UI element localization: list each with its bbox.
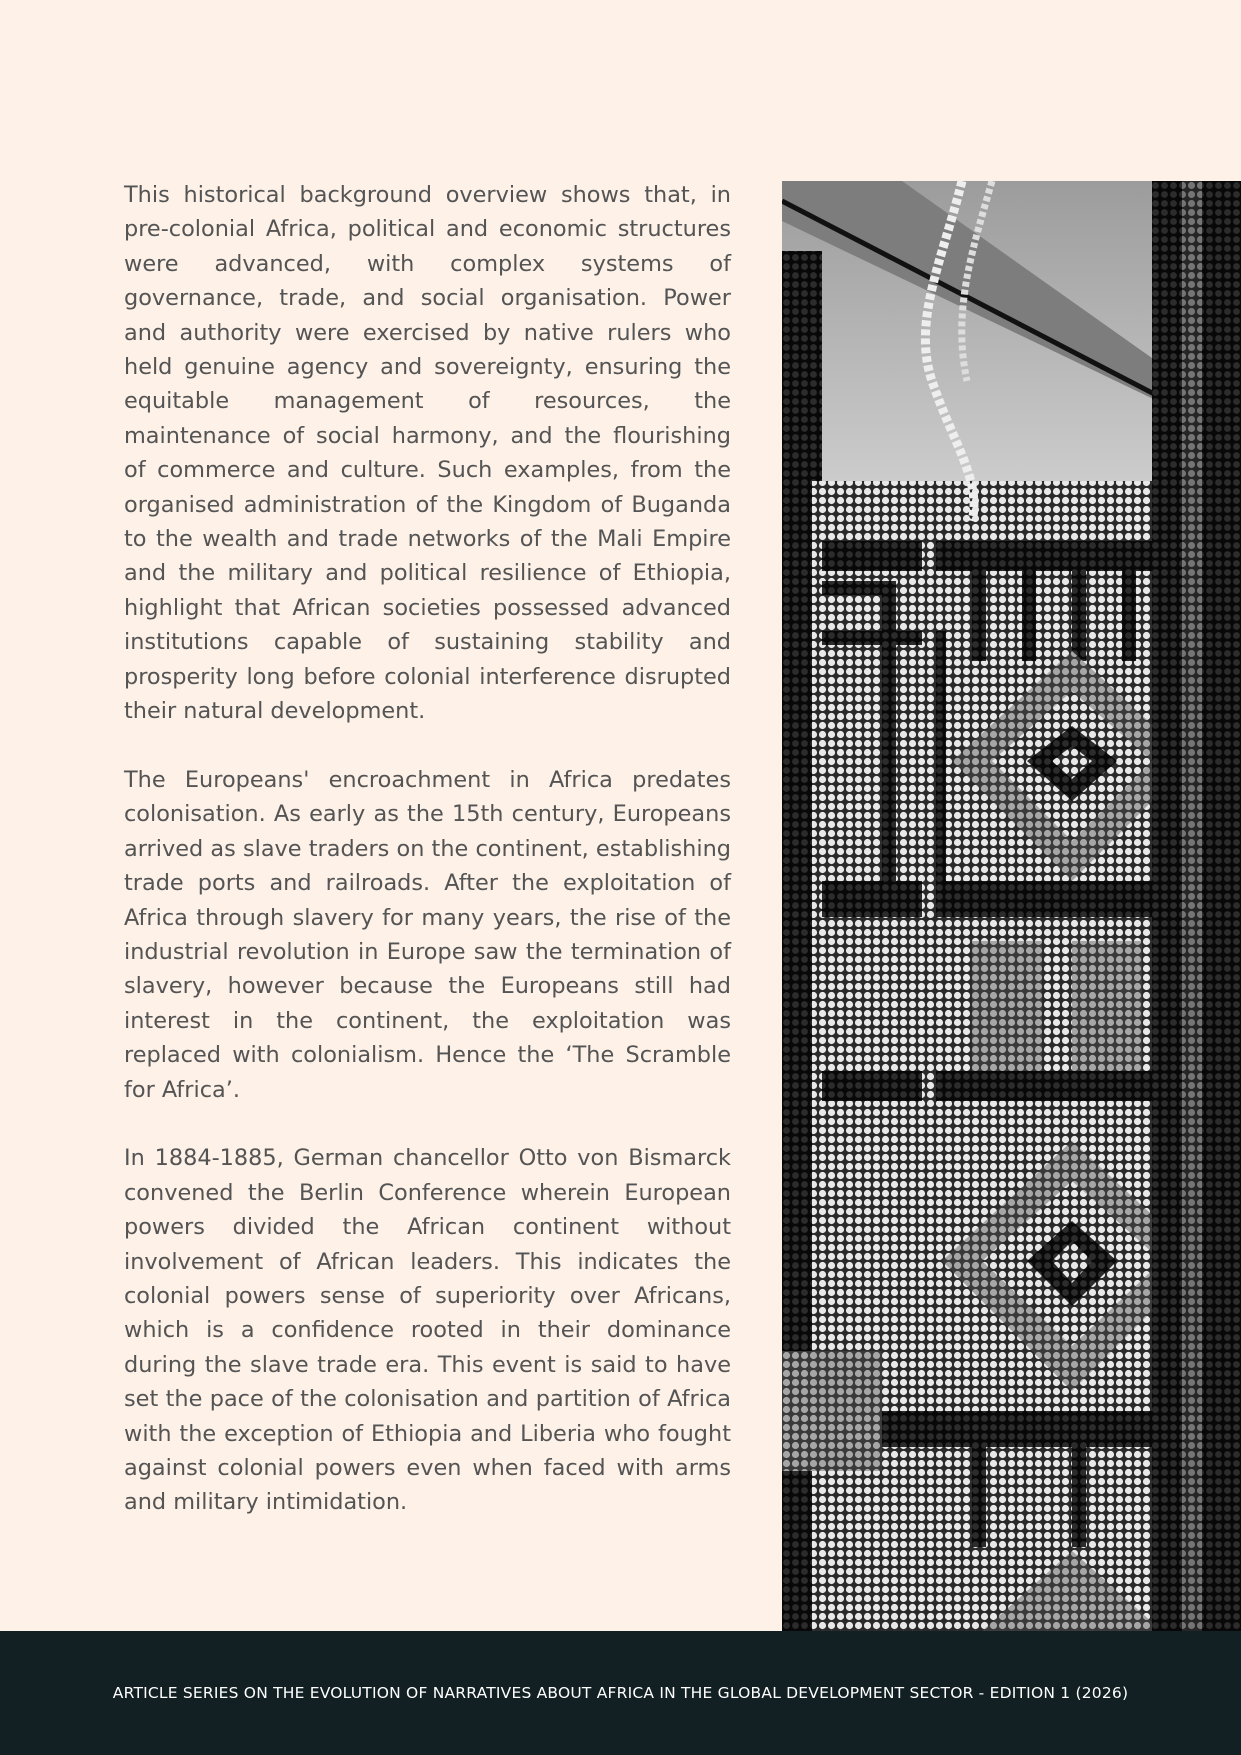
article-body <box>124 178 731 1554</box>
paragraph-encroachment: The Europeans' encroachment in Africa predates colonisation. As early as the 15th century, Europeans arrived as slave traders on the continent, establishing trade ports and railroads. After the exploitation of Africa through slavery for many years, the rise of the industrial revolution in Europe saw the termination of slavery, however because the Europeans still had interest in the continent, the exploitation was replaced with colonialism. Hence the ‘The Scramble for Africa’. <box>124 766 731 1103</box>
footer-series-title: ARTICLE SERIES ON THE EVOLUTION OF NARRATIVES ABOUT AFRICA IN THE GLOBAL DEVELOPMENT SECTOR - EDITION 1 (2026) <box>112 1684 1129 1702</box>
paragraph-berlin-conference: In 1884-1885, German chancellor Otto von Bismarck convened the Berlin Conference wherein European powers divided the African continent without involvement of African leaders. This indicates the colonial powers sense of superiority over Africans, which is a confidence rooted in their dominance during the slave trade era. This event is said to have set the pace of the colonisation and partition of Africa with the exception of Ethiopia and Liberia who fought against colonial powers even when faced with arms and military intimidation. <box>124 1145 731 1516</box>
footer-bar <box>0 1631 1241 1755</box>
paragraph-precolonial: This historical background overview shows that, in pre-colonial Africa, political and economic structures were advanced, with complex systems of governance, trade, and social organisation. Power and authority were exercised by native rulers who held genuine agency and sovereignty, ensuring the equitable management of resources, the maintenance of social harmony, and the flourishing of commerce and culture. Such examples, from the organised administration of the Kingdom of Buganda to the wealth and trade networks of the Mali Empire and the military and political resilience of Ethiopia, highlight that African societies possessed advanced institutions capable of sustaining stability and prosperity long before colonial interference disrupted their natural development. <box>124 182 731 725</box>
beadwork-photo <box>782 181 1241 1631</box>
